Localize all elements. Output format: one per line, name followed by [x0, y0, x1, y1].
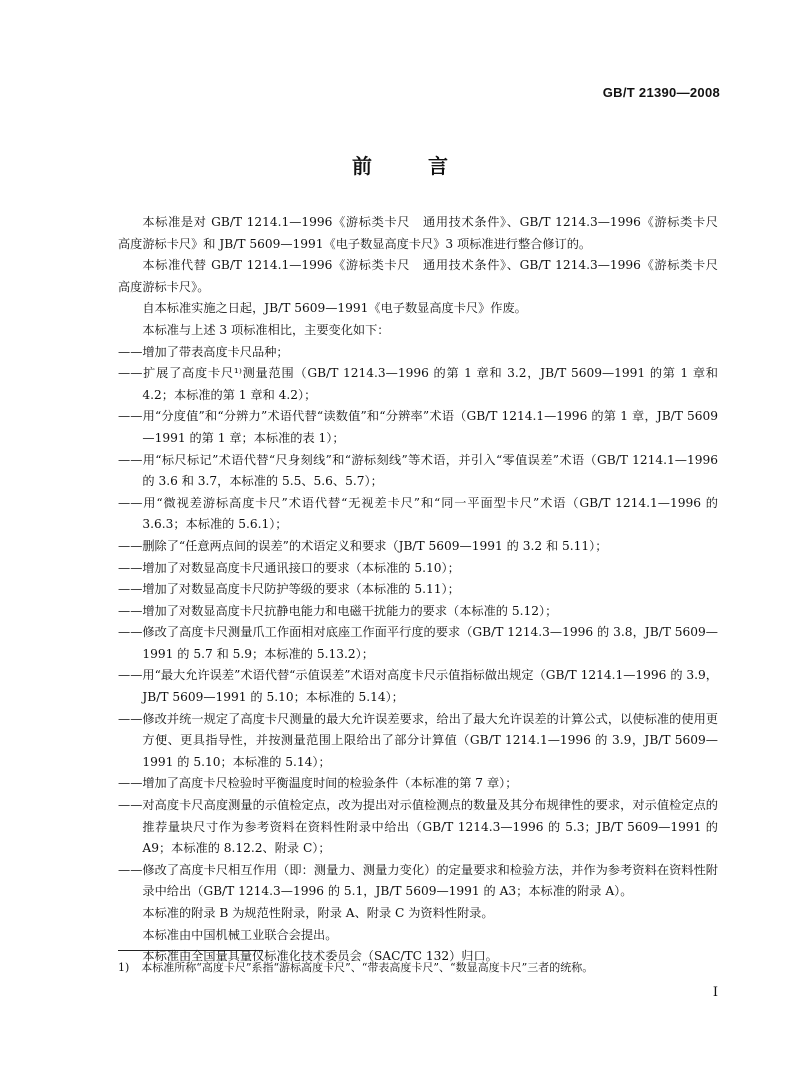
document-body	[118, 212, 731, 968]
closing-paragraph: 本标准由中国机械工业联合会提出。	[142, 927, 338, 942]
paragraph: 自本标准实施之日起，JB/T 5609—1991《电子数显高度卡尺》作废。	[142, 301, 527, 316]
page-title: 前 言	[352, 154, 466, 178]
standard-number: GB/T 21390—2008	[602, 85, 720, 100]
change-item: ——增加了对数显高度卡尺防护等级的要求（本标准的 5.11）；	[118, 582, 460, 597]
closing-paragraph: 本标准由全国量具量仪标准化技术委员会（SAC/TC 132）归口。	[142, 949, 498, 964]
paragraph: 本标准与上述 3 项标准相比，主要变化如下：	[142, 322, 390, 337]
change-item: ——增加了对数显高度卡尺通讯接口的要求（本标准的 5.10）；	[118, 560, 460, 575]
change-item: ——删除了“任意两点间的误差”的术语定义和要求（JB/T 5609—1991 的 3.2 和 5.11）；	[118, 538, 608, 553]
change-item: ——增加了带表高度卡尺品种；	[118, 344, 289, 359]
footnote-divider	[118, 950, 263, 951]
footnote-text: 本标准所称“高度卡尺”系指“游标高度卡尺”、“带表高度卡尺”、“数显高度卡尺”三者的统称。	[141, 961, 594, 974]
footnote-mark: 1)	[118, 961, 130, 974]
change-item: ——增加了对数显高度卡尺抗静电能力和电磁干扰能力的要求（本标准的 5.12）；	[118, 603, 558, 618]
change-item: ——用“标尺标记”术语代替“尺身刻线”和“游标刻线”等术语，并引入“零值误差”术语（GB/T 1214.1—1996 的 3.6 和 3.7，本标准的 5.5、5.6、5.7）；	[118, 452, 718, 489]
closing-paragraph: 本标准的附录 B 为规范性附录，附录 A、附录 C 为资料性附录。	[142, 906, 494, 920]
page-number: I	[712, 985, 718, 1000]
change-item: ——修改了高度卡尺相互作用（即：测量力、测量力变化）的定量要求和检验方法，并作为参考资料在资料性附录中给出（GB/T 1214.3—1996 的 5.1，JB/T 5609—1991 的 A3；本标准的附录 A）。	[118, 862, 718, 899]
footnote	[118, 960, 718, 976]
change-item: ——增加了高度卡尺检验时平衡温度时间的检验条件（本标准的第 7 章）；	[118, 776, 518, 791]
change-item: ——用“分度值”和“分辨力”术语代替“读数值”和“分辨率”术语（GB/T 1214.1—1996 的第 1 章，JB/T 5609—1991 的第 1 章；本标准的表 1）；	[118, 409, 718, 445]
change-item: ——用“微视差游标高度卡尺”术语代替“无视差卡尺”和“同一平面型卡尺”术语（GB/T 1214.1—1996 的 3.6.3；本标准的 5.6.1）；	[118, 495, 718, 532]
change-item: ——扩展了高度卡尺¹⁾测量范围（GB/T 1214.3—1996 的第 1 章和 3.2，JB/T 5609—1991 的第 1 章和 4.2；本标准的第 1 章和 4.2）；	[118, 366, 718, 402]
change-item: ——修改并统一规定了高度卡尺测量的最大允许误差要求，给出了最大允许误差的计算公式，以使标准的使用更方便、更具指导性，并按测量范围上限给出了部分计算值（GB/T 1214.1—1996 的 3.9，JB/T 5609—1991 的 5.10；本标准的 5.14）；	[118, 711, 718, 769]
change-item: ——对高度卡尺高度测量的示值检定点，改为提出对示值检测点的数量及其分布规律性的要求，对示值检定点的推荐量块尺寸作为参考资料在资料性附录中给出（GB/T 1214.3—1996 的 5.3；JB/T 5609—1991 的 A9；本标准的 8.12.2、附录 C）；	[118, 798, 718, 856]
paragraph: 本标准代替 GB/T 1214.1—1996《游标类卡尺 通用技术条件》、GB/T 1214.3—1996《游标类卡尺 高度游标卡尺》。	[118, 258, 731, 294]
change-item: ——用“最大允许误差”术语代替“示值误差”术语对高度卡尺示值指标做出规定（GB/T 1214.1—1996 的 3.9，JB/T 5609—1991 的 5.10；本标准的 5.14）；	[118, 668, 718, 705]
paragraph: 本标准是对 GB/T 1214.1—1996《游标类卡尺 通用技术条件》、GB/T 1214.3—1996《游标类卡尺 高度游标卡尺》和 JB/T 5609—1991《电子数显高度卡尺》3 项标准进行整合修订的。	[118, 215, 731, 251]
change-item: ——修改了高度卡尺测量爪工作面相对底座工作面平行度的要求（GB/T 1214.3—1996 的 3.8，JB/T 5609—1991 的 5.7 和 5.9；本标准的 5.13.2）；	[118, 625, 718, 661]
